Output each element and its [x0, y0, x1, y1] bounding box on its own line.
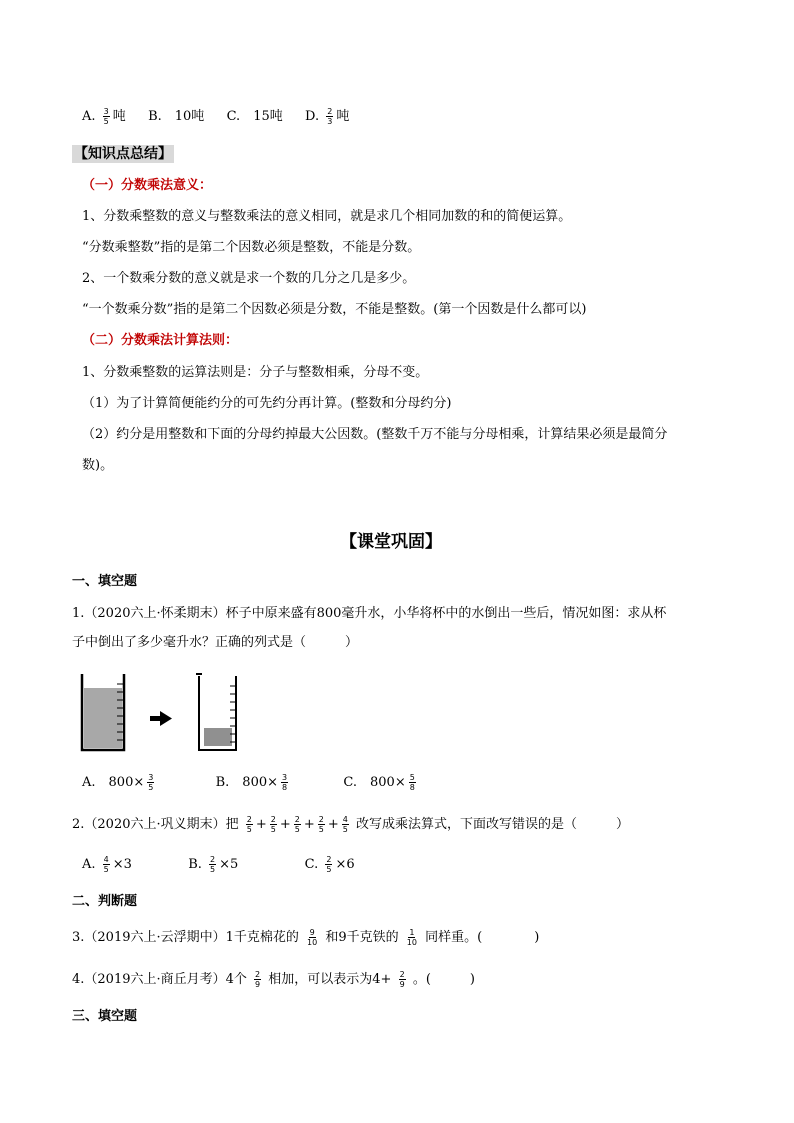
q2-plus-3: +	[303, 817, 315, 832]
beaker-partial	[196, 674, 236, 750]
q2-option-a-fraction: $\frac{4}{5}$	[103, 855, 109, 874]
q2-fraction-1: $\frac{2}{5}$	[246, 815, 252, 834]
question-2	[72, 815, 629, 834]
summary-paragraph-2: “分数乘整数”指的是第二个因数必须是整数，不能是分数。	[82, 240, 421, 255]
q2-option-c-fraction: $\frac{2}{5}$	[326, 855, 332, 874]
part-2-heading: 二、判断题	[72, 894, 138, 909]
q1-option-c: C. 800×	[343, 775, 406, 790]
q4-middle: 相加，可以表示为4+	[268, 972, 392, 987]
summary-section-2-title: （二）分数乘法计算法则：	[82, 333, 239, 348]
q2-option-c-label: C.	[304, 857, 319, 872]
q2-option-a-label: A.	[82, 857, 96, 872]
q1-option-b-fraction: $\frac{3}{8}$	[282, 773, 288, 792]
q1-option-a-fraction: $\frac{3}{5}$	[148, 773, 154, 792]
summary-paragraph-6: （1）为了计算简便能约分的可先约分再计算。(整数和分母约分)	[82, 396, 452, 411]
q2-fraction-2: $\frac{2}{5}$	[270, 815, 276, 834]
summary-paragraph-8: 数)。	[82, 458, 114, 473]
question-1-options	[82, 773, 419, 792]
summary-paragraph-1: 1、分数乘整数的意义与整数乘法的意义相同，就是求几个相同加数的和的简便运算。	[82, 209, 572, 224]
arrow-right-icon	[150, 711, 172, 726]
q1-option-a: A. 800×	[82, 775, 145, 790]
q2-plus-2: +	[279, 817, 291, 832]
q4-fraction-2: $\frac{2}{9}$	[399, 970, 405, 989]
question-2-options	[82, 855, 355, 874]
summary-paragraph-4: “一个数乘分数”指的是第二个因数必须是分数，不能是整数。(第一个因数是什么都可以)	[82, 302, 587, 317]
option-d-label: D.	[305, 109, 320, 124]
q2-option-b-label: B.	[188, 857, 202, 872]
q3-fraction-1: $\frac{9}{10}$	[307, 928, 318, 947]
q2-option-a-tail: ×3	[112, 857, 132, 872]
option-b: B. 10吨	[148, 109, 205, 124]
q2-option-c-tail: ×6	[335, 857, 355, 872]
option-d-unit: 吨	[336, 109, 350, 124]
summary-paragraph-7: （2）约分是用整数和下面的分母约掉最大公因数。(整数千万不能与分母相乘，计算结果必须是最简分	[82, 427, 668, 442]
q1-option-b: B. 800×	[215, 775, 279, 790]
q3-fraction-2: $\frac{1}{10}$	[406, 928, 417, 947]
summary-title: 【知识点总结】	[74, 146, 172, 162]
q3-middle: 和9千克铁的	[325, 930, 399, 945]
part-3-heading: 三、填空题	[72, 1009, 138, 1024]
question-1-line-1: 1.（2020六上·怀柔期末）杯子中原来盛有800毫升水，小华将杯中的水倒出一些后，情况如图：求从杯	[72, 606, 667, 621]
question-3	[72, 928, 539, 947]
beaker-figure	[74, 668, 254, 758]
question-1-line-2: 子中倒出了多少毫升水？正确的列式是（ ）	[72, 635, 359, 650]
q4-fraction-1: $\frac{2}{9}$	[255, 970, 261, 989]
summary-paragraph-5: 1、分数乘整数的运算法则是：分子与整数相乘，分母不变。	[82, 365, 429, 380]
q2-fraction-5: $\frac{4}{5}$	[342, 815, 348, 834]
summary-section-1-title: （一）分数乘法意义：	[82, 178, 213, 193]
option-d-fraction: $\frac{2}{3}$	[327, 107, 333, 126]
top-options	[82, 107, 349, 126]
part-1-heading: 一、填空题	[72, 574, 138, 589]
q2-fraction-3: $\frac{2}{5}$	[294, 815, 300, 834]
q2-plus-4: +	[327, 817, 339, 832]
question-4	[72, 970, 475, 989]
q3-prefix: 3.（2019六上·云浮期中）1千克棉花的	[72, 930, 299, 945]
option-a-unit: 吨	[112, 109, 126, 124]
q2-plus-1: +	[255, 817, 267, 832]
classroom-title: 【课堂巩固】	[340, 532, 442, 552]
option-c: C. 15吨	[226, 109, 283, 124]
q1-option-c-fraction: $\frac{5}{8}$	[409, 773, 415, 792]
q2-suffix: 改写成乘法算式，下面改写错误的是（ ）	[356, 817, 630, 832]
option-a-label: A.	[82, 109, 96, 124]
summary-paragraph-3: 2、一个数乘分数的意义就是求一个数的几分之几是多少。	[82, 271, 416, 286]
option-a-fraction: $\frac{3}{5}$	[103, 107, 109, 126]
beaker-full	[82, 674, 124, 750]
q4-prefix: 4.（2019六上·商丘月考）4个	[72, 972, 247, 987]
q4-suffix: 。( )	[412, 972, 475, 987]
q2-option-b-tail: ×5	[219, 857, 239, 872]
q2-prefix: 2.（2020六上·巩义期末）把	[72, 817, 239, 832]
q2-option-b-fraction: $\frac{2}{5}$	[210, 855, 216, 874]
q3-suffix: 同样重。( )	[425, 930, 540, 945]
q2-fraction-4: $\frac{2}{5}$	[318, 815, 324, 834]
